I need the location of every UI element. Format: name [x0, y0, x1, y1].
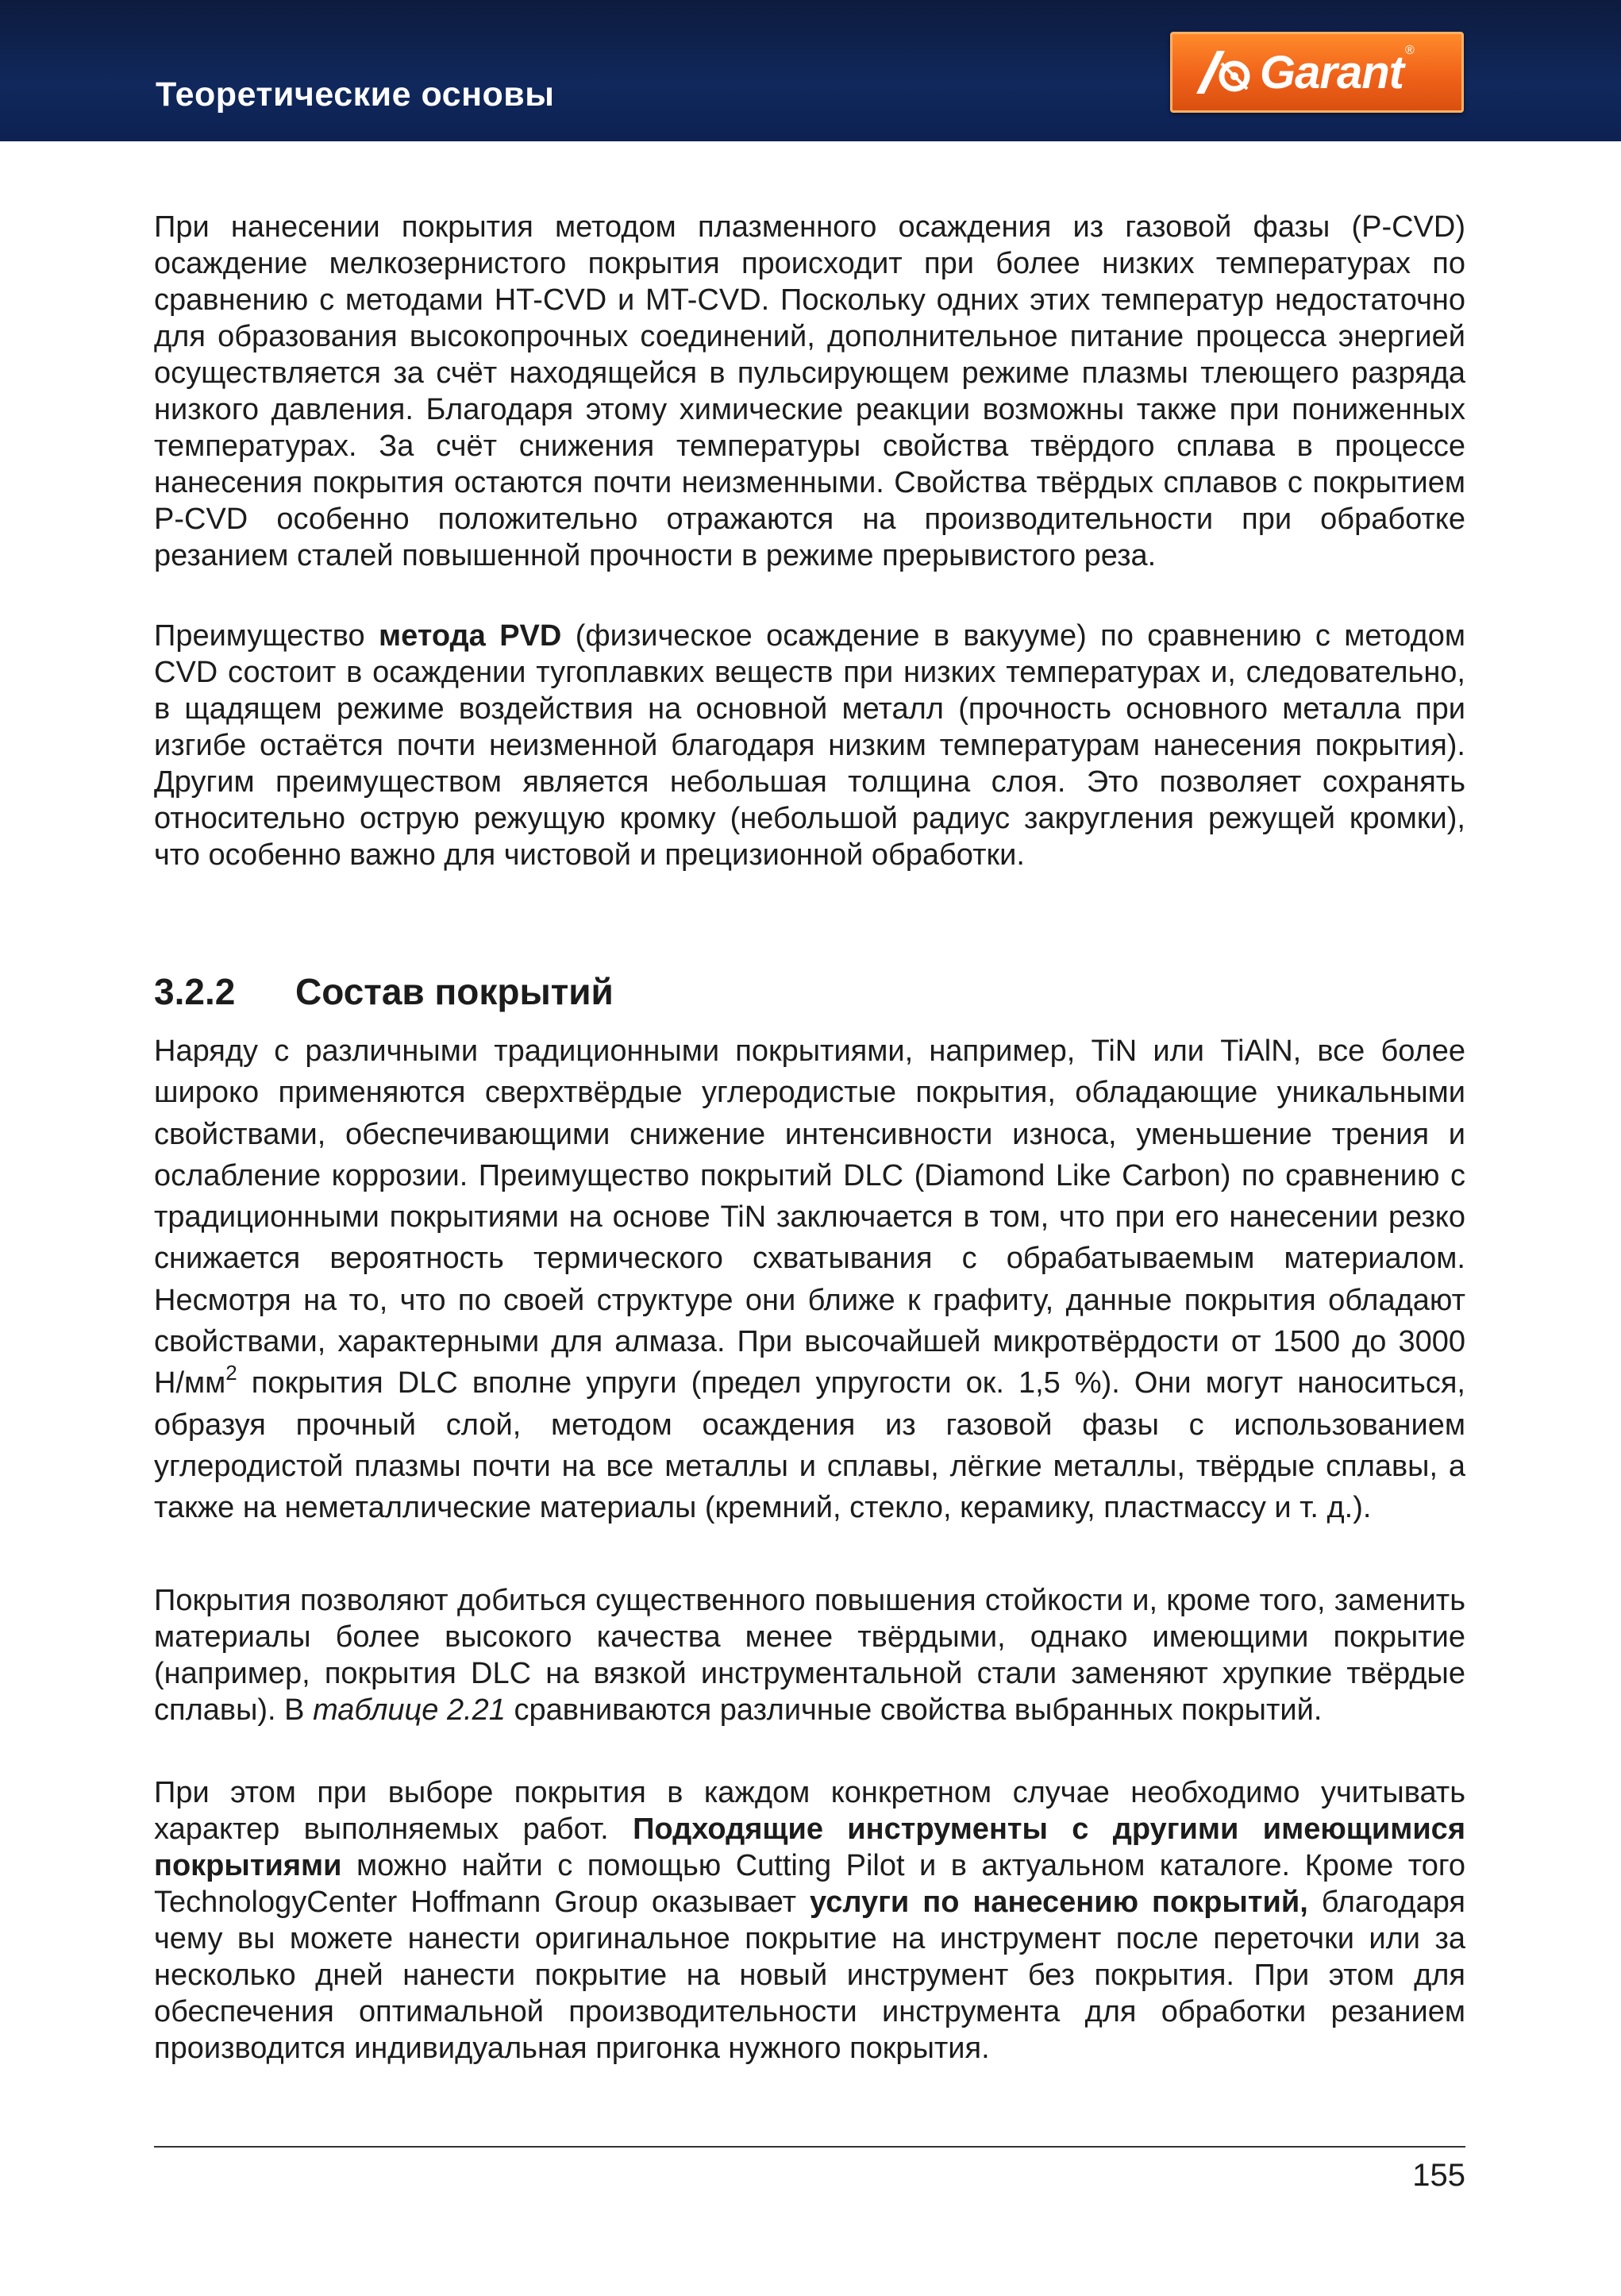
- paragraph-text: [154, 1774, 1465, 2067]
- page-header: [0, 0, 1621, 141]
- text-run: можно найти с помощью Cutting Pilot и в актуальном каталоге. Кроме того TechnologyCenter Hoffmann Group оказывает: [154, 1849, 1465, 1919]
- footer-divider: [154, 2146, 1465, 2148]
- text-run: (физическое осаждение в вакууме) по сравнению с методом CVD состоит в осаждении тугоплавких веществ при низких температурах и, следовательно, в щадящем режиме воздействия на основной металл (прочность основного металла при изгибе остаётся почти неизменной благодаря низким температурам нанесения покрытия). Другим преимуществом является небольшая толщина слоя. Это позволяет сохранять относительно острую режущую кромку (небольшой радиус закругления режущей кромки), что особенно важно для чистовой и прецизионной обработки.: [154, 619, 1465, 872]
- garant-logo-icon: [1193, 44, 1257, 100]
- section-title: Состав покрытий: [295, 971, 614, 1012]
- table-reference: таблице 2.21: [313, 1693, 506, 1727]
- text-run: Преимущество: [154, 619, 379, 653]
- text-run: благодаря чему вы можете нанести оригинальное покрытие на инструмент после переточки или за несколько дней нанести покрытие на новый инструмент без покрытия. При этом для обеспечения оптимальной производительности инструмента для обработки резанием производится индивидуальная пригонка нужного покрытия.: [154, 1886, 1465, 2065]
- text-run: При этом при выборе покрытия в каждом конкретном случае необходимо учитывать характер выполняемых работ.: [154, 1776, 1465, 1846]
- bold-text: метода PVD: [379, 619, 562, 653]
- text-run: сравниваются различные свойства выбранных покрытий.: [505, 1693, 1323, 1727]
- text-run: Наряду с различными традиционными покрытиями, например, TiN или TiAlN, все более широко применяются сверхтвёрдые углеродистые покрытия, обладающие уникальными свойствами, обеспечивающими снижение интенсивности износа, уменьшение трения и ослабление коррозии. Преимущество покрытий DLC (Diamond Like Carbon) по сравнению с традиционными покрытиями на основе TiN заключается в том, что при его нанесении резко снижается вероятность термического схватывания с обрабатываемым материалом. Несмотря на то, что по своей структуре они ближе к графиту, данные покрытия обладают свойствами, характерными для алмаза. При высочайшей микротвёрдости от 1500 до 3000 Н/мм: [154, 1034, 1465, 1400]
- paragraph-text: [154, 1031, 1465, 1529]
- paragraph-pvd: [154, 618, 1465, 873]
- paragraph-text: При нанесении покрытия методом плазменного осаждения из газовой фазы (P-CVD) осаждение мелкозернистого покрытия происходит при более низких температурах по сравнению с методами HT-CVD и MT-CVD. Поскольку одних этих температур недостаточно для образования высокопрочных соединений, дополнительное питание процесса энергией осуществляется за счёт находящейся в пульсирующем режиме плазмы тлеющего разряда низкого давления. Благодаря этому химические реакции возможны также при пониженных температурах. За счёт снижения температуры свойства твёрдого сплава в процессе нанесения покрытия остаются почти неизменными. Свойства твёрдых сплавов с покрытием P-CVD особенно положительно отражаются на производительности при обработке резанием сталей повышенной прочности в режиме прерывистого реза.: [154, 210, 1465, 572]
- paragraph-text: [154, 618, 1465, 873]
- paragraph-selection: [154, 1774, 1465, 2067]
- paragraph-dlc: [154, 1031, 1465, 1529]
- logo-text: Garant: [1260, 46, 1403, 98]
- section-heading: [154, 970, 614, 1013]
- logo-registered-mark: ®: [1404, 44, 1415, 57]
- garant-logo: [1170, 32, 1464, 113]
- paragraph-durability: [154, 1582, 1465, 1728]
- header-title: Теоретические основы: [156, 75, 555, 114]
- paragraph-pcvd: [154, 209, 1465, 574]
- section-number: 3.2.2: [154, 971, 236, 1012]
- superscript: 2: [225, 1361, 237, 1385]
- page-number: 155: [1412, 2158, 1465, 2193]
- text-run: Покрытия позволяют добиться существенного повышения стойкости и, кроме того, заменить материалы более высокого качества менее твёрдыми, однако имеющими покрытие (например, покрытия DLC на вязкой инструментальной стали заменяют хрупкие твёрдые сплавы). В: [154, 1584, 1465, 1727]
- bold-text: услуги по нанесению покрытий,: [810, 1886, 1308, 1919]
- paragraph-text: [154, 1582, 1465, 1728]
- bold-text: Подходящие инструменты с другими имеющимися покрытиями: [154, 1813, 1465, 1882]
- text-run: покрытия DLC вполне упруги (предел упругости ок. 1,5 %). Они могут наноситься, образуя прочный слой, методом осаждения из газовой фазы с использованием углеродистой плазмы почти на все металлы и сплавы, лёгкие металлы, твёрдые сплавы, а также на неметаллические материалы (кремний, стекло, керамику, пластмассу и т. д.).: [154, 1366, 1465, 1525]
